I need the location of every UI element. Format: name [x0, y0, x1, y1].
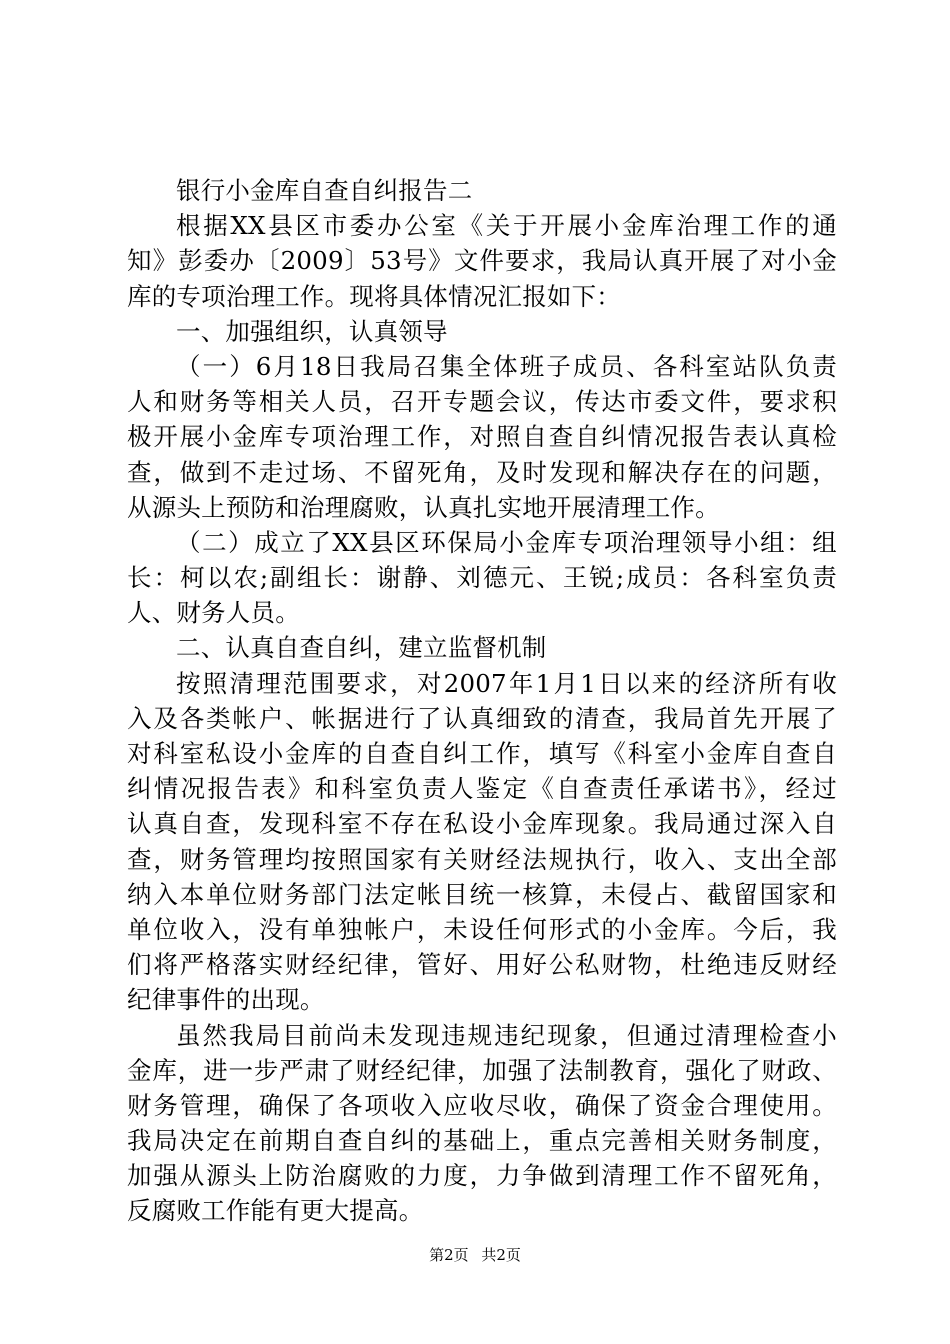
- text-line: 二、认真自查自纠，建立监督机制: [176, 633, 547, 663]
- text-line: 反腐败工作能有更大提高。: [127, 1196, 424, 1226]
- text-line: 从源头上预防和治理腐败，认真扎实地开展清理工作。: [127, 492, 720, 522]
- text-line: 财务管理，确保了各项收入应收尽收，确保了资金合理使用。: [127, 1090, 837, 1120]
- text-line: 们将严格落实财经纪律，管好、用好公私财物，杜绝违反财经: [127, 950, 837, 980]
- text-line: 单位收入，没有单独帐户，未设任何形式的小金库。今后，我: [127, 914, 837, 944]
- text-line: 一、加强组织，认真领导: [176, 316, 448, 346]
- text-line: 纠情况报告表》和科室负责人鉴定《自查责任承诺书》，经过: [127, 774, 837, 804]
- text-line: （二）成立了XX县区环保局小金库专项治理领导小组：组: [176, 527, 837, 557]
- text-line: 入及各类帐户、帐据进行了认真细致的清查，我局首先开展了: [127, 703, 837, 733]
- text-line: 人、财务人员。: [127, 598, 300, 628]
- text-line: 人和财务等相关人员，召开专题会议，传达市委文件，要求积: [127, 387, 837, 417]
- document-body: [127, 173, 837, 1229]
- text-line: 认真自查，发现科室不存在私设小金库现象。我局通过深入自: [127, 809, 837, 839]
- text-line: 纪律事件的出现。: [127, 985, 325, 1015]
- text-line: 知》彭委办〔2009〕53号》文件要求，我局认真开展了对小金: [127, 246, 837, 276]
- document-title: 银行小金库自查自纠报告二: [176, 176, 473, 205]
- text-line: 根据XX县区市委办公室《关于开展小金库治理工作的通: [176, 211, 837, 241]
- text-line: 查，做到不走过场、不留死角，及时发现和解决存在的问题，: [127, 457, 837, 487]
- text-line: 对科室私设小金库的自查自纠工作，填写《科室小金库自查自: [127, 739, 837, 768]
- text-line: 按照清理范围要求，对2007年1月1日以来的经济所有收: [176, 668, 837, 698]
- text-line: 加强从源头上防治腐败的力度，力争做到清理工作不留死角，: [127, 1161, 837, 1191]
- page-total: 共2页: [481, 1246, 521, 1264]
- page-footer: [0, 1244, 950, 1265]
- text-line: 金库，进一步严肃了财经纪律，加强了法制教育，强化了财政、: [127, 1055, 837, 1085]
- text-line: 我局决定在前期自查自纠的基础上，重点完善相关财务制度，: [127, 1126, 837, 1156]
- text-line: 纳入本单位财务部门法定帐目统一核算，未侵占、截留国家和: [127, 879, 837, 909]
- text-line: 库的专项治理工作。现将具体情况汇报如下：: [127, 281, 621, 311]
- page-number: 第2页: [429, 1246, 469, 1264]
- text-line: 极开展小金库专项治理工作，对照自查自纠情况报告表认真检: [127, 422, 837, 452]
- text-line: 查，财务管理均按照国家有关财经法规执行，收入、支出全部: [127, 844, 837, 874]
- text-line: （一）6月18日我局召集全体班子成员、各科室站队负责: [176, 351, 837, 381]
- text-line: 虽然我局目前尚未发现违规违纪现象，但通过清理检查小: [176, 1020, 837, 1050]
- text-line: 长：柯以农;副组长：谢静、刘德元、王锐;成员：各科室负责: [127, 563, 837, 593]
